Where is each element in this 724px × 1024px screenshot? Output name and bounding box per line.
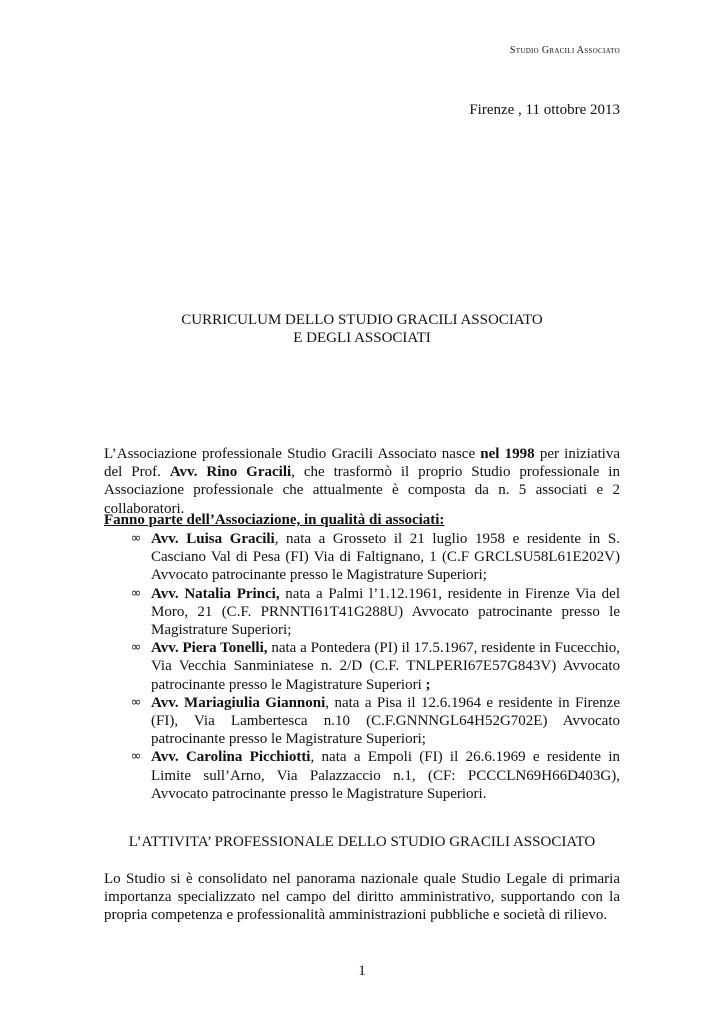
document-title-line-1: CURRICULUM DELLO STUDIO GRACILI ASSOCIATO xyxy=(181,312,543,328)
associates-heading: Fanno parte dell’Associazione, in qualità di associati: xyxy=(104,512,445,528)
associate-details: , nata a Grosseto il 21 luglio 1958 e residente in S. Casciano Val di Pesa (FI) Via di Faltignano, 1 (C.F GRCLSU58L61E202V) Avvocato patrocinante presso le Magistrature Superiori; xyxy=(151,531,620,584)
associate-name: Avv. Luisa Gracili xyxy=(151,531,275,547)
running-header: Studio Gracili Associato xyxy=(509,45,620,56)
intro-paragraph xyxy=(104,445,620,518)
infinity-bullet-icon: ∞ xyxy=(130,640,142,656)
document-title xyxy=(104,311,620,347)
associate-item xyxy=(104,639,620,694)
associate-item xyxy=(104,694,620,749)
infinity-bullet-icon: ∞ xyxy=(130,694,142,710)
intro-text-3: , che trasformò il proprio Studio professionale in Associazione professionale che attualmente è composta da n. 5 associati e 2 collaboratori. xyxy=(104,464,620,517)
page-number: 1 xyxy=(358,963,366,979)
associate-details: nata a Palmi l’1.12.1961, residente in Firenze Via del Moro, 21 (C.F. PRNNTI61T41G288U) Avvocato patrocinante presso le Magistrature Superiori; xyxy=(151,585,621,639)
founder-name: Avv. Rino Gracili xyxy=(169,464,292,481)
intro-text-1: L’Associazione professionale Studio Gracili Associato nasce xyxy=(104,446,481,462)
intro-text-2: per iniziativa del Prof. xyxy=(104,446,620,481)
date-line: Firenze , 11 ottobre 2013 xyxy=(469,102,620,118)
associate-item xyxy=(104,748,620,803)
associate-item xyxy=(104,585,620,640)
founding-year: nel 1998 xyxy=(480,446,535,462)
infinity-bullet-icon: ∞ xyxy=(130,585,142,601)
associate-name: Avv. Natalia Princi, xyxy=(151,585,280,602)
associate-details: , nata a Pisa il 12.6.1964 e residente in Firenze (FI), Via Lambertesca n.10 (C.F.GNNNGL64H52G702E) Avvocato patrocinante presso le Magistrature Superiori; xyxy=(151,694,620,748)
infinity-bullet-icon: ∞ xyxy=(130,749,142,765)
associate-details: nata a Pontedera (PI) il 17.5.1967, residente in Fucecchio, Via Vecchia Sanminiatese n. 2/D (C.F. TNLPERI67E57G843V) Avvocato patrocinante presso le Magistrature Superiori xyxy=(151,640,620,693)
associate-details: , nata a Empoli (FI) il 26.6.1969 e residente in Limite sull’Arno, Via Palazzaccio n.1, (CF: PCCCLN69H66D403G), Avvocato patrocinante presso le Magistrature Superiori. xyxy=(151,749,620,802)
associate-name: Avv. Piera Tonelli, xyxy=(151,640,268,657)
activity-paragraph: Lo Studio si è consolidato nel panorama nazionale quale Studio Legale di primaria importanza specializzato nel campo del diritto amministrativo, supportando con la propria competenza e professionalità amministrazioni pubbliche e società di rilievo. xyxy=(104,871,620,924)
infinity-bullet-icon: ∞ xyxy=(130,531,142,546)
associates-list xyxy=(104,530,620,803)
associate-tail: ; xyxy=(425,676,431,693)
associate-name: Avv. Carolina Picchiotti xyxy=(151,749,311,766)
document-title-line-2: E DEGLI ASSOCIATI xyxy=(293,330,431,346)
associate-name: Avv. Mariagiulia Giannoni xyxy=(151,694,326,711)
activity-section-title: L’ATTIVITA’ PROFESSIONALE DELLO STUDIO GRACILI ASSOCIATO xyxy=(128,834,596,850)
associate-item xyxy=(104,530,620,585)
